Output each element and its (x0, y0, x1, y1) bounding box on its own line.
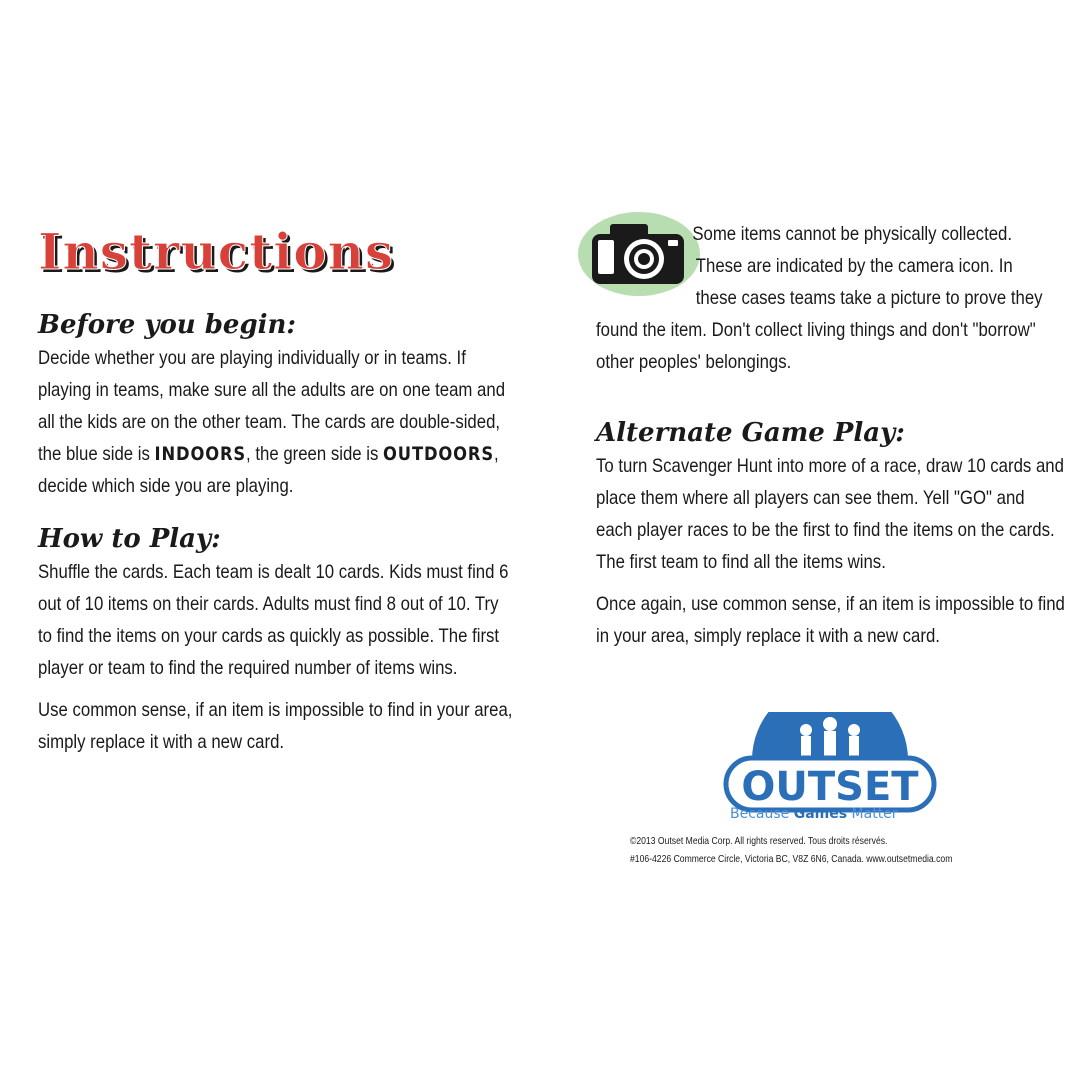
alternate-para-1: To turn Scavenger Hunt into more of a race, draw 10 cards and place them where all players can see them. Yell "GO" and each player races to be the first to find the items on the cards. The first team to find all the items wins. (596, 455, 1064, 573)
before-text-1: Decide whether you are playing individually or in teams. If playing in teams, make sure all the adults are on one team and all the kids are on the other team. The cards are double-sided, the blue side is (38, 347, 506, 465)
how-para-1: Shuffle the cards. Each team is dealt 10 cards. Kids must find 6 out of 10 items on their cards. Adults must find 8 out of 10. Try to find the items on your cards as quickly as possible. The first player or team to find the required number of items wins. (38, 561, 509, 679)
camera-note-line-4: found the item. Don't collect living things and don't "borrow" (596, 319, 1036, 341)
right-column (596, 212, 1066, 652)
before-heading: Before you begin: (38, 310, 297, 340)
before-text-2: , the green side is (246, 443, 384, 465)
how-para-2: Use common sense, if an item is impossible to find in your area, simply replace it with a new card. (38, 699, 513, 753)
tagline (730, 806, 898, 822)
camera-note-line-1: Some items cannot be physically collected. (692, 223, 1013, 245)
copyright-line-2: #106-4226 Commerce Circle, Victoria BC, V8Z 6N6, Canada. www.outsetmedia.com (630, 853, 953, 865)
logo-text: OUTSET (741, 764, 919, 810)
before-text (38, 342, 517, 502)
left-column (38, 222, 518, 758)
indoors-label: INDOORS (154, 443, 247, 465)
camera-note-line-3: these cases teams take a picture to prove they (695, 287, 1043, 309)
page-title: Instructions (38, 222, 395, 281)
tagline-3: Matter (847, 806, 898, 822)
before-text-3: , decide which side you are playing. (38, 443, 499, 497)
copyright (630, 832, 991, 868)
tagline-2: Games (793, 806, 848, 822)
alternate-para-2: Once again, use common sense, if an item is impossible to find in your area, simply replace it with a new card. (596, 593, 1065, 647)
tagline-1: Because (730, 806, 794, 822)
camera-note (596, 212, 1066, 378)
camera-note-line-5: other peoples' belongings. (596, 351, 792, 373)
how-heading: How to Play: (38, 524, 221, 554)
outdoors-label: OUTDOORS (383, 443, 494, 465)
alternate-heading: Alternate Game Play: (596, 418, 905, 448)
copyright-line-1: ©2013 Outset Media Corp. All rights reserved. Tous droits réservés. (630, 835, 888, 847)
camera-note-line-2: These are indicated by the camera icon. In (695, 255, 1013, 277)
